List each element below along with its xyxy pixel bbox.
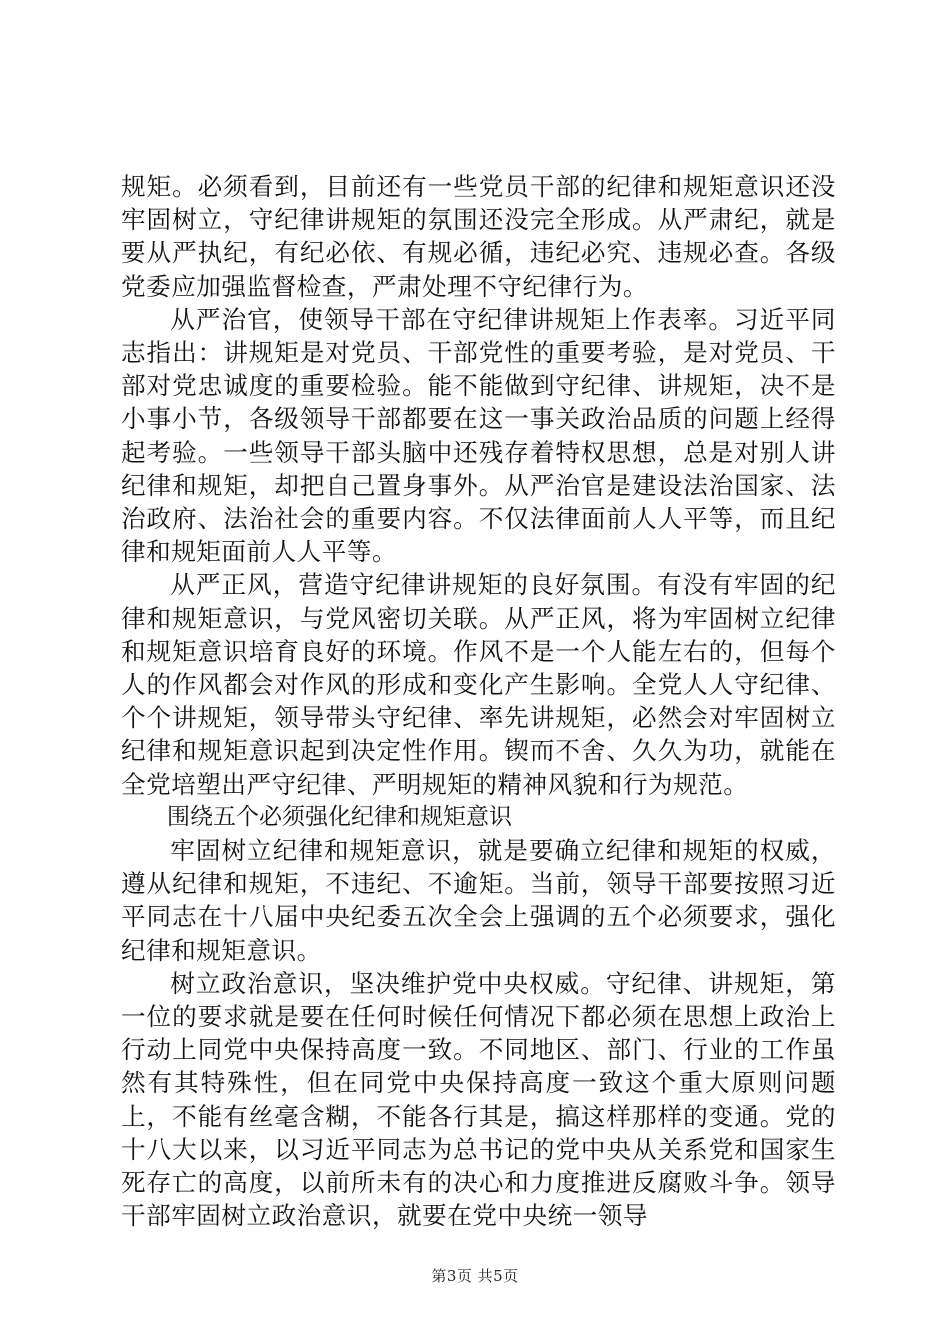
paragraph-1: 规矩。必须看到，目前还有一些党员干部的纪律和规矩意识还没牢固树立，守纪律讲规矩的氛围还没完全形成。从严肃纪，就是要从严执纪，有纪必依、有规必循，违纪必究、违规必查。各级党委应加强监督检查，严肃处理不守纪律行为。 [121, 172, 836, 301]
paragraph-4: 牢固树立纪律和规矩意识，就是要确立纪律和规矩的权威，遵从纪律和规矩，不违纪、不逾矩。当前，领导干部要按照习近平同志在十八届中央纪委五次全会上强调的五个必须要求，强化纪律和规矩意识。 [121, 836, 836, 965]
page-footer [0, 1265, 950, 1286]
section-heading: 围绕五个必须强化纪律和规矩意识 [167, 803, 512, 830]
paragraph-5: 树立政治意识，坚决维护党中央权威。守纪律、讲规矩，第一位的要求就是要在任何时候任何情况下都必须在思想上政治上行动上同党中央保持高度一致。不同地区、部门、行业的工作虽然有其特殊性，但在同党中央保持高度一致这个重大原则问题上，不能有丝毫含糊，不能各行其是，搞这样那样的变通。党的十八大以来，以习近平同志为总书记的党中央从关系党和国家生死存亡的高度，以前所未有的决心和力度推进反腐败斗争。领导干部牢固树立政治意识，就要在党中央统一领导 [121, 968, 836, 1231]
paragraph-2: 从严治官，使领导干部在守纪律讲规矩上作表率。习近平同志指出：讲规矩是对党员、干部党性的重要考验，是对党员、干部对党忠诚度的重要检验。能不能做到守纪律、讲规矩，决不是小事小节，各级领导干部都要在这一事关政治品质的问题上经得起考验。一些领导干部头脑中还残存着特权思想，总是对别人讲纪律和规矩，却把自己置身事外。从严治官是建设法治国家、法治政府、法治社会的重要内容。不仅法律面前人人平等，而且纪律和规矩面前人人平等。 [121, 304, 836, 567]
document-body [121, 170, 836, 1233]
paragraph-3: 从严正风，营造守纪律讲规矩的良好氛围。有没有牢固的纪律和规矩意识，与党风密切关联。从严正风，将为牢固树立纪律和规矩意识培育良好的环境。作风不是一个人能左右的，但每个人的作风都会对作风的形成和变化产生影响。全党人人守纪律、个个讲规矩，领导带头守纪律、率先讲规矩，必然会对牢固树立纪律和规矩意识起到决定性作用。锲而不舍、久久为功，就能在全党培塑出严守纪律、严明规矩的精神风貌和行为规范。 [121, 570, 836, 799]
page-number: 第3页 共5页 [431, 1267, 519, 1285]
